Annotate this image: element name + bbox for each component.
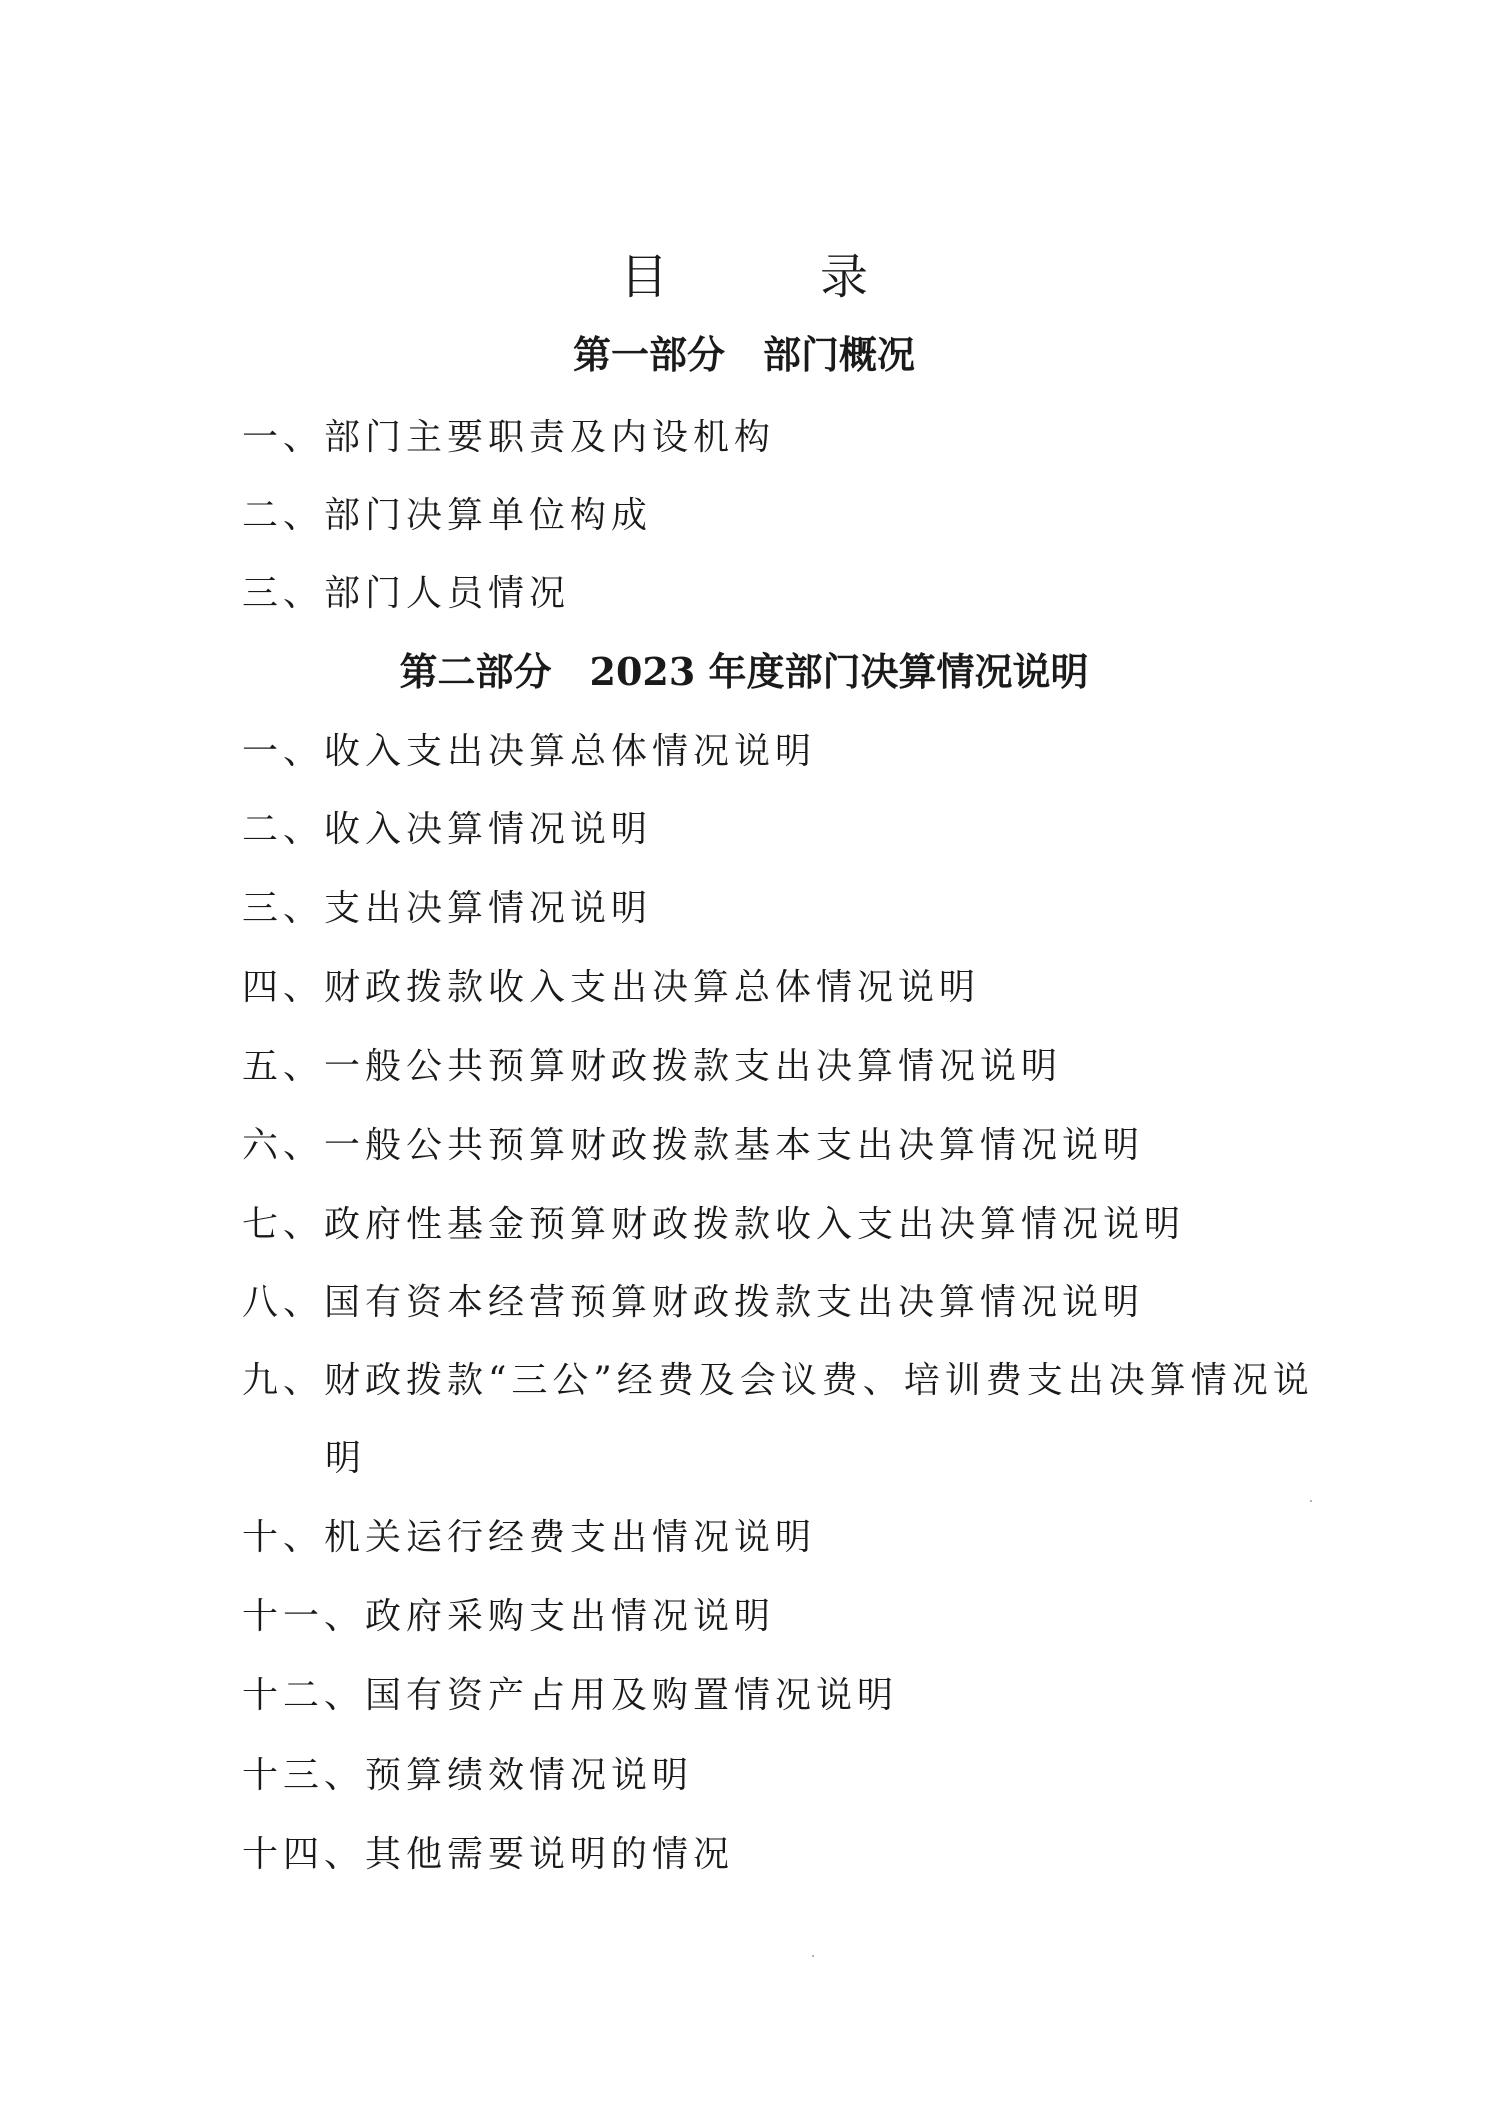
page-title: 目 录 (619, 249, 920, 305)
toc-item: 三、支出决算情况说明 (242, 888, 653, 929)
scan-speck (812, 1955, 814, 1957)
toc-item: 一、部门主要职责及内设机构 (242, 417, 776, 458)
toc-item: 六、一般公共预算财政拨款基本支出决算情况说明 (242, 1125, 1145, 1166)
toc-item: 二、部门决算单位构成 (242, 495, 653, 536)
toc-item: 八、国有资本经营预算财政拨款支出决算情况说明 (242, 1282, 1145, 1323)
toc-item-continuation: 明 (325, 1438, 367, 1479)
toc-item: 四、财政拨款收入支出决算总体情况说明 (242, 967, 981, 1008)
toc-item: 十四、其他需要说明的情况 (242, 1834, 735, 1875)
part2-heading: 第二部分 2023 年度部门决算情况说明 (399, 649, 1089, 694)
part1-heading: 第一部分 部门概况 (572, 332, 915, 377)
toc-item: 十二、国有资产占用及购置情况说明 (242, 1675, 899, 1716)
toc-item: 七、政府性基金预算财政拨款收入支出决算情况说明 (242, 1204, 1186, 1245)
toc-item: 十、机关运行经费支出情况说明 (242, 1517, 817, 1558)
toc-item: 九、财政拨款“三公”经费及会议费、培训费支出决算情况说 (242, 1360, 1314, 1401)
toc-item: 一、收入支出决算总体情况说明 (242, 731, 817, 772)
toc-item: 五、一般公共预算财政拨款支出决算情况说明 (242, 1046, 1063, 1087)
toc-item: 二、收入决算情况说明 (242, 809, 653, 850)
toc-item: 十一、政府采购支出情况说明 (242, 1596, 776, 1637)
scan-speck (1310, 1500, 1312, 1502)
toc-item: 三、部门人员情况 (242, 573, 571, 614)
toc-item: 十三、预算绩效情况说明 (242, 1755, 694, 1796)
